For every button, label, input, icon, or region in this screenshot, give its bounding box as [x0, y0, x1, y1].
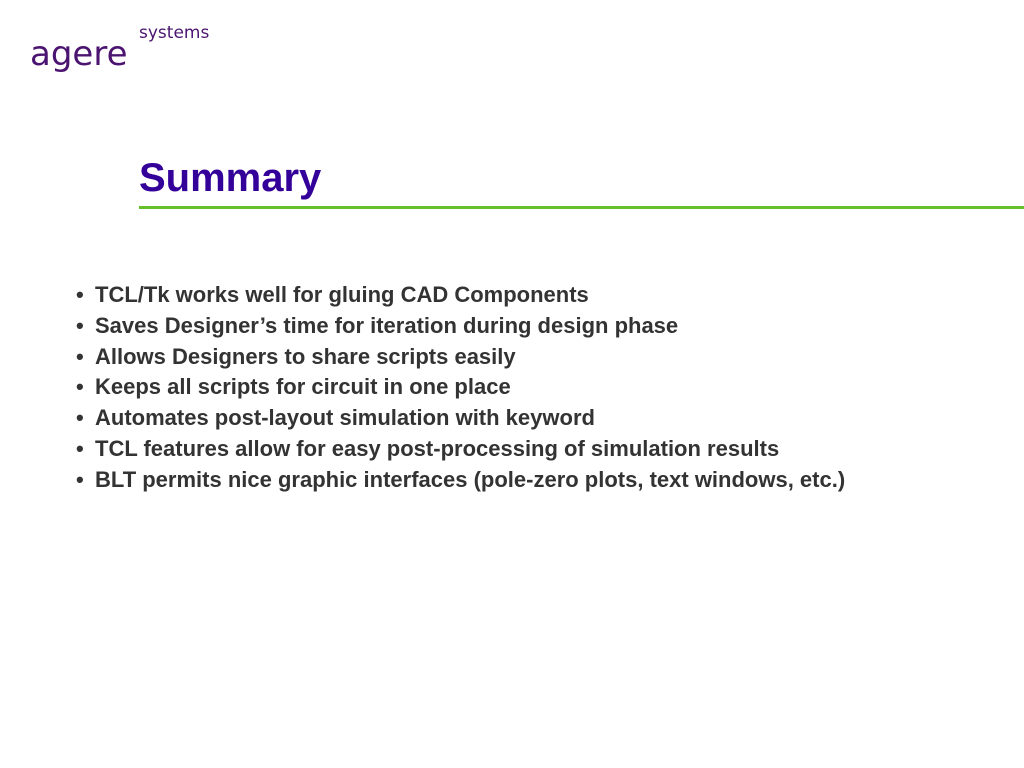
bullet-item	[76, 372, 1016, 403]
logo-subtext: systems	[139, 23, 210, 43]
bullet-icon: •	[76, 282, 84, 307]
title-underline	[139, 206, 1024, 209]
slide-title: Summary	[139, 156, 322, 200]
bullet-text: Keeps all scripts for circuit in one place	[95, 374, 511, 400]
bullet-text: Automates post-layout simulation with keyword	[95, 405, 595, 431]
bullet-text: BLT permits nice graphic interfaces (pole-zero plots, text windows, etc.)	[95, 466, 846, 492]
bullet-icon: •	[76, 435, 84, 461]
bullet-item	[76, 465, 1016, 496]
bullet-icon: •	[76, 374, 84, 400]
bullet-text: TCL/Tk works well for gluing CAD Components	[95, 282, 589, 307]
bullet-icon: •	[76, 312, 84, 338]
bullet-text: TCL features allow for easy post-processing of simulation results	[95, 435, 780, 461]
bullet-item	[76, 434, 1016, 465]
agere-systems-logo	[30, 22, 230, 94]
bullet-item	[76, 280, 1016, 311]
bullet-list	[76, 280, 1016, 496]
bullet-item	[76, 403, 1016, 434]
bullet-icon: •	[76, 343, 84, 369]
bullet-icon: •	[76, 405, 84, 431]
bullet-text: Allows Designers to share scripts easily	[95, 343, 516, 369]
bullet-item	[76, 311, 1016, 342]
bullet-icon: •	[76, 466, 84, 492]
bullet-text: Saves Designer’s time for iteration during design phase	[95, 312, 679, 338]
logo-wordmark: agere	[30, 34, 128, 74]
bullet-item	[76, 342, 1016, 373]
